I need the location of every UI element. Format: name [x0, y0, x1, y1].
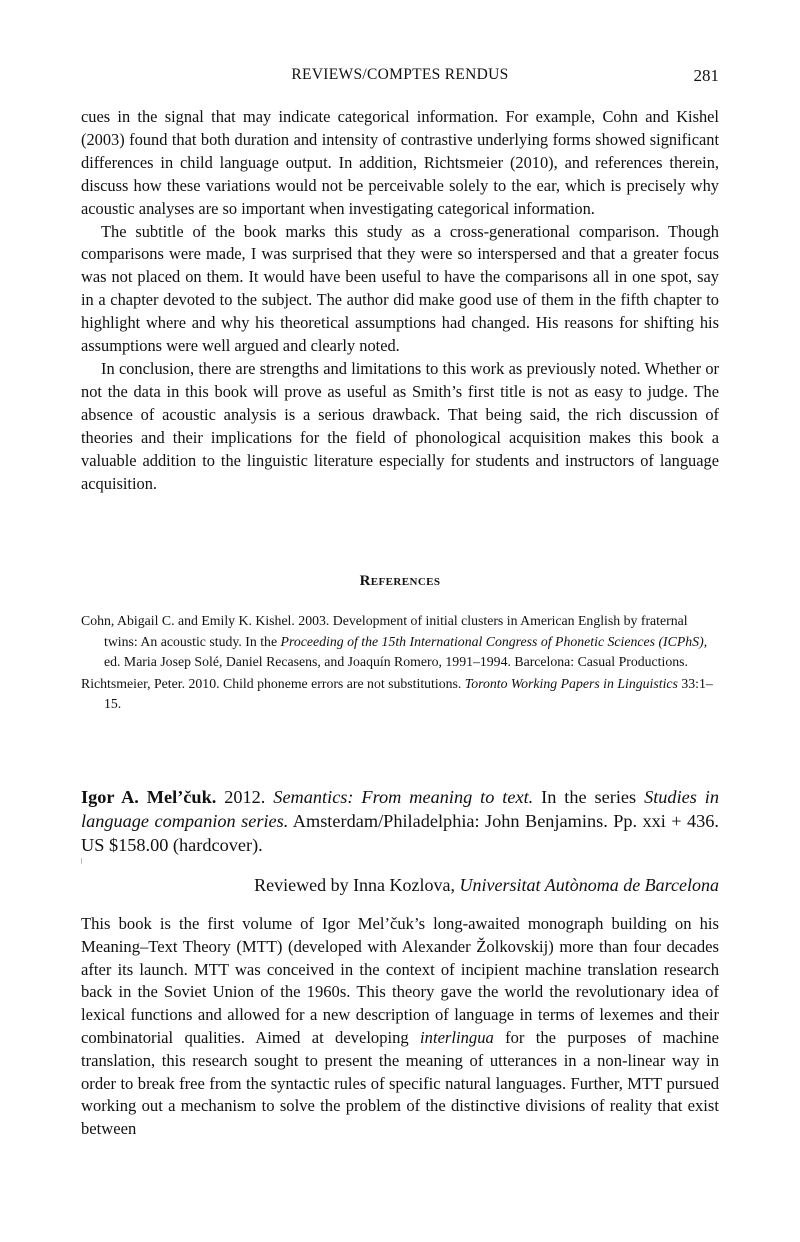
review-body [81, 913, 719, 1141]
references-heading: References [359, 573, 441, 589]
body-paragraph: cues in the signal that may indicate categorical information. For example, Cohn and Kishel (2003) found that both duration and intensity of contrastive underlying forms showed significant differences in child language output. In addition, Richtsmeier (2010), and references therein, discuss how these variations would not be perceivable solely to the ear, which is precisely why acoustic analyses are so important when investigating categorical information. [81, 107, 719, 218]
review-emphasis: interlingua [420, 1027, 494, 1047]
reference-source-title: Proceeding of the 15th International Congress of Phonetic Sciences (ICPhS) [280, 633, 704, 649]
running-title: REVIEWS/COMPTES RENDUS [291, 66, 509, 83]
reference-text: , ed. Maria Josep Solé, Daniel Recasens, and Joaquín Romero, 1991–1994. Barcelona: Casual Productions. [104, 633, 708, 670]
review-text: This book is the first volume of Igor Mel’čuk’s long-awaited monograph building on his Meaning–Text Theory (MTT) (developed with Alexander Žolkovskij) more than four decades after its launch. MTT was conceived in the context of incipient machine translation research back in the Soviet Union of the 1960s. This theory gave the world the revolutionary idea of lexical functions and allowed for a new description of language in terms of lexemes and their combinatorial qualities. Aimed at developing [81, 914, 719, 1047]
print-mark [81, 858, 82, 864]
reviewer-affiliation: Universitat Autònoma de Barcelona [459, 875, 719, 895]
reference-source-title: Toronto Working Papers in Linguistics [464, 675, 678, 691]
reference-item [81, 611, 719, 673]
body-paragraph: The subtitle of the book marks this study as a cross-generational comparison. Though comparisons were made, I was surprised that they were so interspersed and that a greater focus was not placed on them. It would have been useful to have the comparisons all in one spot, say in a chapter devoted to the subject. The author did make good use of them in the fifth chapter to highlight where and why his theoretical assumptions had changed. His reasons for shifting his assumptions were well argued and clearly noted. [81, 221, 719, 356]
reference-text: Cohn, Abigail C. and Emily K. Kishel. 2003. Development of initial clusters in American English by fraternal twins: An acoustic study. In the [81, 613, 688, 649]
reference-list [81, 611, 719, 716]
body-paragraph: In conclusion, there are strengths and limitations to this work as previously noted. Whether or not the data in this book will prove as useful as Smith’s first title is not as easy to judge. The absence of acoustic analysis is a serious drawback. That being said, the rich discussion of theories and their implications for the field of phonological acquisition makes this book a valuable addition to the linguistic literature especially for students and instructors of language acquisition. [81, 358, 719, 493]
running-head [81, 66, 719, 88]
series-label: In the series [533, 787, 645, 807]
reference-text: Richtsmeier, Peter. 2010. Child phoneme errors are not substitutions. [81, 675, 465, 691]
publication-details: Amsterdam/Philadelphia: John Benjamins. Pp. xxi + 436. US $158.00 (hardcover). [81, 811, 720, 855]
review-citation [81, 785, 719, 857]
reviewer-name: Reviewed by Inna Kozlova, [254, 875, 460, 895]
reviewer-line [254, 875, 719, 896]
page-number: 281 [693, 66, 719, 85]
review-paragraph [81, 913, 719, 1141]
series-title: Studies in language companion series. [81, 787, 720, 831]
previous-review-conclusion [81, 106, 719, 495]
publication-year: 2012. [216, 787, 274, 807]
book-author: Igor A. Mel’čuk. [81, 787, 217, 807]
reference-text: 33:1–15. [104, 675, 713, 712]
book-title: Semantics: From meaning to text. [273, 787, 534, 807]
reference-item [81, 674, 719, 715]
review-text: for the purposes of machine translation, this research sought to present the meaning of utterances in a non-linear way in order to break free from the syntactic rules of specific natural languages. Further, MTT pursued working out a mechanism to solve the problem of the distinctive divisions of reality that exist between [81, 1027, 719, 1139]
